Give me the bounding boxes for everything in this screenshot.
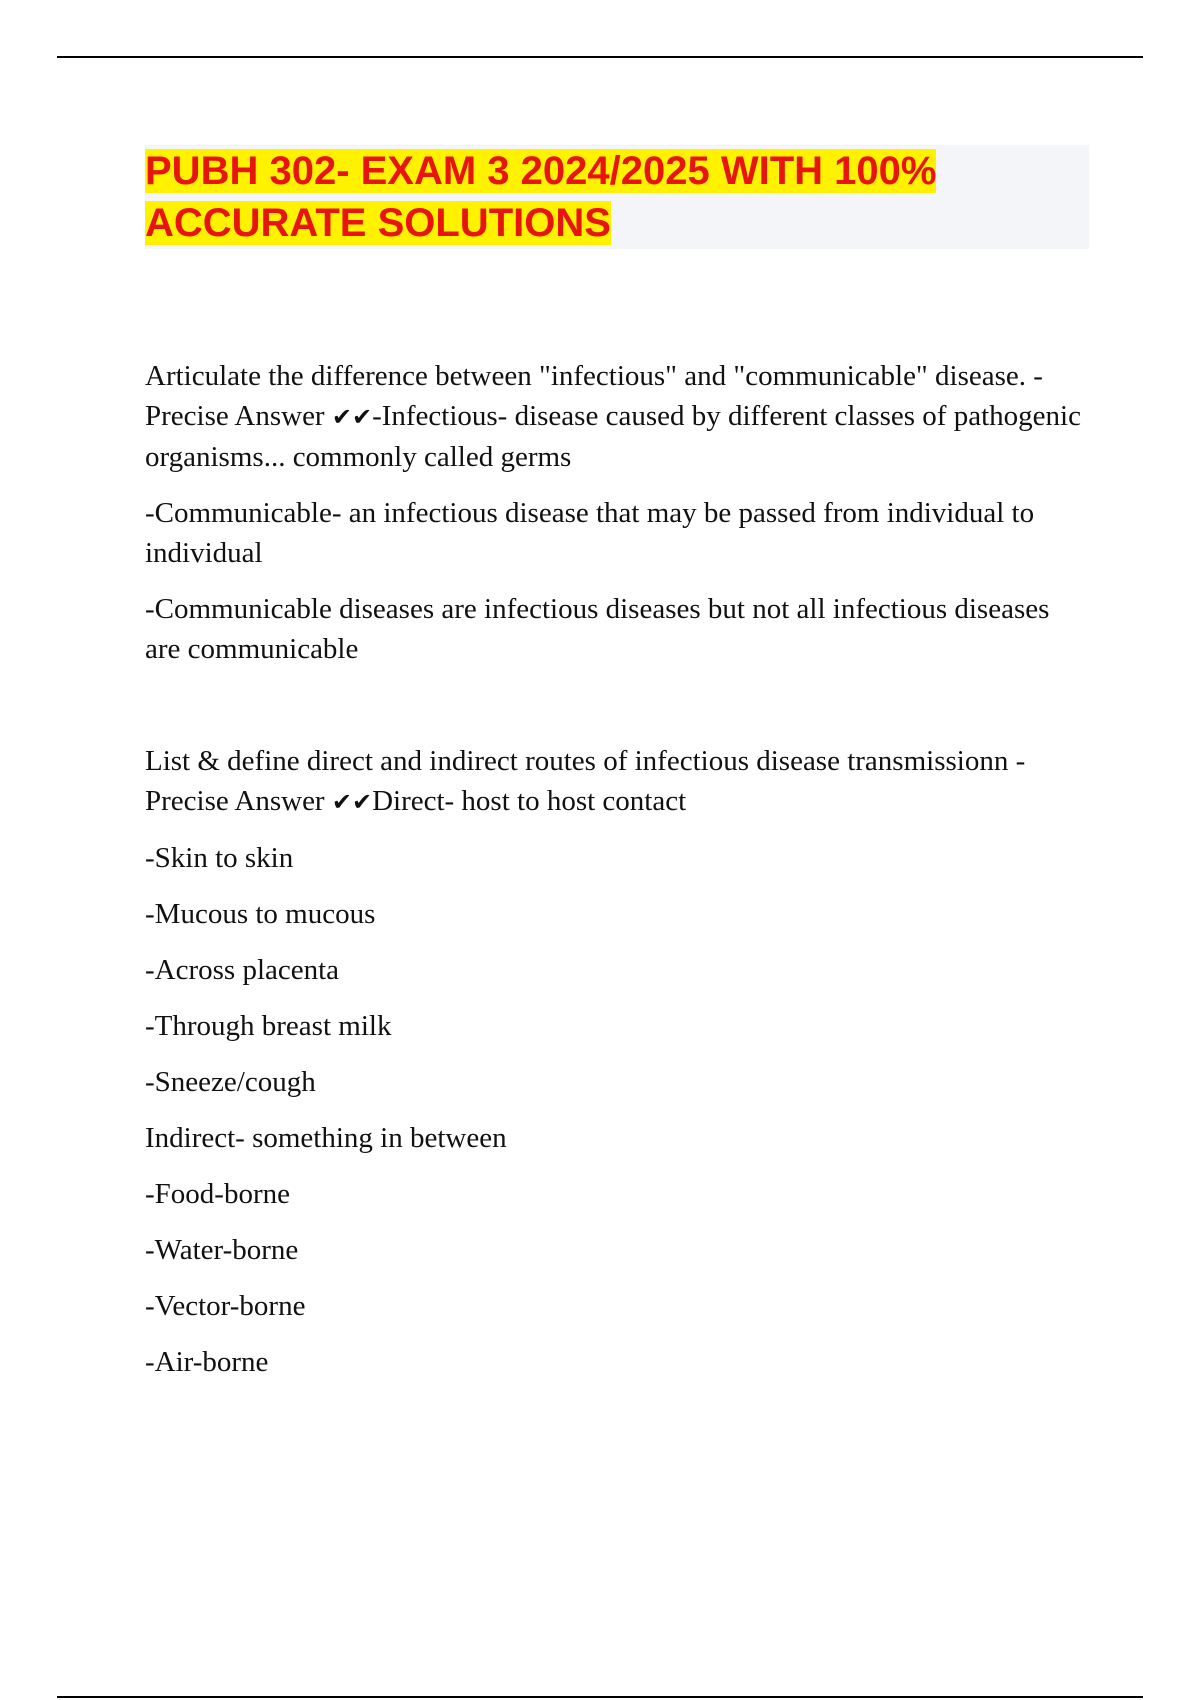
- answer-first-line: -Infectious- disease caused by different classes of pathogenic organisms... commonly called germs: [145, 400, 1081, 473]
- answer-line: -Across placenta: [145, 954, 340, 986]
- answer-line: -Water-borne: [145, 1234, 299, 1266]
- answer-first-line: Direct- host to host contact: [372, 785, 687, 817]
- answer-line: -Sneeze/cough: [145, 1066, 316, 1098]
- top-rule: [57, 56, 1143, 58]
- answer-line: -Mucous to mucous: [145, 898, 376, 930]
- answer-line: -Vector-borne: [145, 1290, 306, 1322]
- bottom-rule: [57, 1696, 1143, 1698]
- answer-line: -Air-borne: [145, 1346, 269, 1378]
- answer-line: -Communicable diseases are infectious diseases but not all infectious diseases are communicable: [145, 593, 1050, 665]
- qa-question: [145, 356, 1085, 477]
- question-text: Articulate the difference between "infectious" and "communicable" disease. - Precise Answer: [145, 360, 1043, 432]
- document-title: [145, 145, 1089, 249]
- qa-item-2: [145, 741, 1085, 1382]
- double-check-icon: ✔✔: [331, 788, 373, 816]
- qa-question: [145, 741, 1085, 822]
- answer-line: Indirect- something in between: [145, 1122, 507, 1154]
- answer-line: -Through breast milk: [145, 1010, 392, 1042]
- answer-line: -Communicable- an infectious disease that may be passed from individual to individual: [145, 497, 1035, 569]
- answer-line: -Food-borne: [145, 1178, 290, 1210]
- title-block: [145, 145, 1089, 249]
- document-body: [145, 356, 1085, 1382]
- double-check-icon: ✔✔: [331, 403, 373, 431]
- answer-line: -Skin to skin: [145, 842, 294, 874]
- qa-item-1: [145, 356, 1085, 669]
- question-text: List & define direct and indirect routes of infectious disease transmissionn - Precise Answer: [145, 745, 1026, 817]
- title-highlight: PUBH 302- EXAM 3 2024/2025 WITH 100% ACCURATE SOLUTIONS: [145, 149, 937, 245]
